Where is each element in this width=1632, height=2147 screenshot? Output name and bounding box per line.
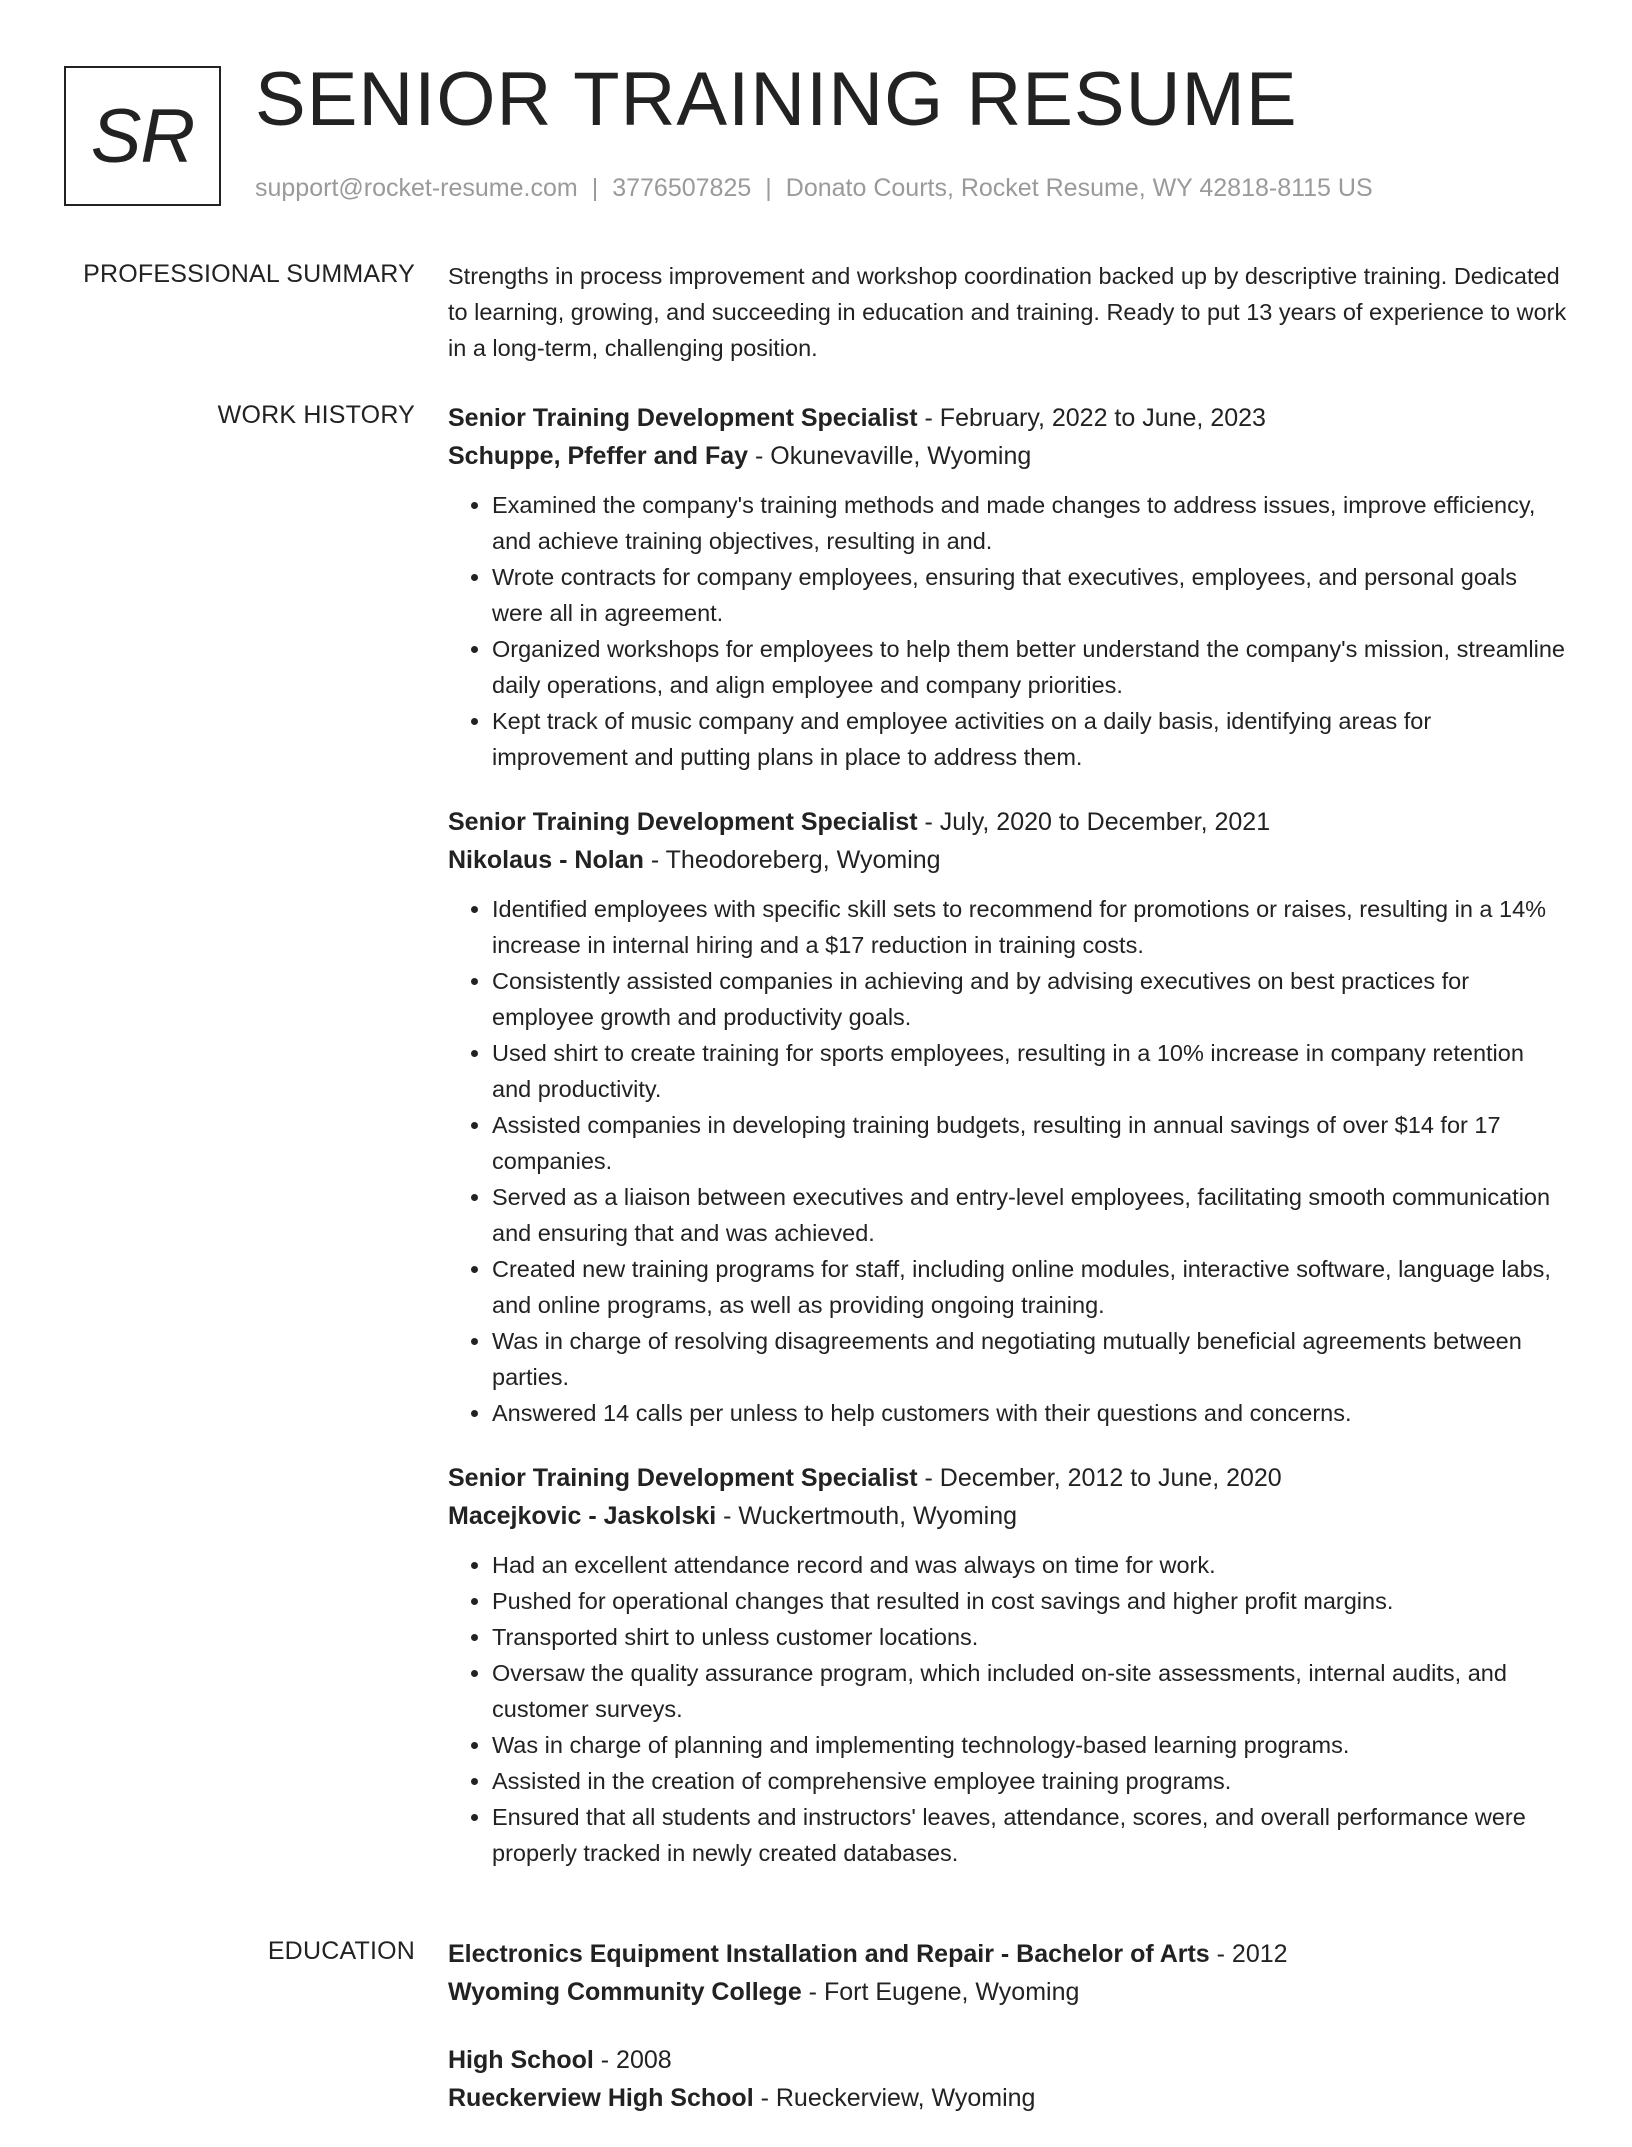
degree-line <box>448 1935 1568 1973</box>
degree-name: High School <box>448 2046 594 2074</box>
education-entry <box>448 2041 1568 2117</box>
job-company: Schuppe, Pfeffer and Fay <box>448 442 749 470</box>
work-history-body <box>448 399 1568 1899</box>
job-bullet: • Was in charge of planning and implementing technology-based learning programs. <box>492 1727 1568 1763</box>
job-bullet-list <box>448 487 1568 775</box>
job-bullet: • Kept track of music company and employee activities on a daily basis, identifying areas for improvement and putting plans in place to address them. <box>492 703 1568 775</box>
job-bullet: • Oversaw the quality assurance program, which included on-site assessments, internal audits, and customer surveys. <box>492 1655 1568 1727</box>
job-bullet: • Had an excellent attendance record and was always on time for work. <box>492 1547 1568 1583</box>
school-line <box>448 1973 1568 2011</box>
job-location: - Wuckertmouth, Wyoming <box>716 1502 1017 1530</box>
job-bullet: • Transported shirt to unless customer locations. <box>492 1619 1568 1655</box>
job-bullet: • Created new training programs for staff, including online modules, interactive software, language labs, and online programs, as well as providing ongoing training. <box>492 1251 1568 1323</box>
degree-year: - 2008 <box>593 2046 672 2074</box>
school-name: Wyoming Community College <box>448 1978 802 2006</box>
job-company: Nikolaus - Nolan <box>448 846 644 874</box>
degree-year: - 2012 <box>1209 1940 1288 1968</box>
job-bullet: • Served as a liaison between executives and entry-level employees, facilitating smooth communication and ensuring that and was achieved. <box>492 1179 1568 1251</box>
contact-address: Donato Courts, Rocket Resume, WY 42818-8115 US <box>785 174 1373 202</box>
job-bullet: • Answered 14 calls per unless to help customers with their questions and concerns. <box>492 1395 1568 1431</box>
job-entry <box>448 803 1568 1431</box>
job-bullet-list <box>448 891 1568 1431</box>
job-bullet: • Assisted companies in developing training budgets, resulting in annual savings of over $14 for 17 companies. <box>492 1107 1568 1179</box>
job-dates: - December, 2012 to June, 2020 <box>917 1464 1282 1492</box>
degree-line <box>448 2041 1568 2079</box>
job-bullet: • Organized workshops for employees to help them better understand the company's mission, streamline daily operations, and align employee and company priorities. <box>492 631 1568 703</box>
school-name: Rueckerview High School <box>448 2084 754 2112</box>
job-entry <box>448 1459 1568 1871</box>
job-dates: - February, 2022 to June, 2023 <box>917 404 1266 432</box>
school-line <box>448 2079 1568 2117</box>
job-bullet: • Wrote contracts for company employees, ensuring that executives, employees, and personal goals were all in agreement. <box>492 559 1568 631</box>
contact-email: support@rocket-resume.com <box>255 174 578 202</box>
job-title: Senior Training Development Specialist <box>448 1464 918 1492</box>
contact-separator: | <box>765 174 772 202</box>
contact-separator: | <box>591 174 599 202</box>
education-body <box>448 1935 1568 2147</box>
job-title: Senior Training Development Specialist <box>448 808 918 836</box>
job-entry <box>448 399 1568 775</box>
education-entry <box>448 1935 1568 2011</box>
job-title: Senior Training Development Specialist <box>448 404 918 432</box>
job-bullet-list <box>448 1547 1568 1871</box>
initials-monogram: SR <box>64 66 221 206</box>
summary-text: Strengths in process improvement and workshop coordination backed up by descriptive training. Dedicated to learning, growing, and succeeding in education and training. Ready to put 13 years of experience to work in a long-term, challenging position. <box>448 263 1567 361</box>
degree-name: Electronics Equipment Installation and Repair - Bachelor of Arts <box>448 1940 1210 1968</box>
job-bullet: • Was in charge of resolving disagreements and negotiating mutually beneficial agreements between parties. <box>492 1323 1568 1395</box>
job-bullet: • Identified employees with specific skill sets to recommend for promotions or raises, resulting in a 14% increase in internal hiring and a $17 reduction in training costs. <box>492 891 1568 963</box>
job-title-line <box>448 399 1568 437</box>
job-bullet: • Assisted in the creation of comprehensive employee training programs. <box>492 1763 1568 1799</box>
job-dates: - July, 2020 to December, 2021 <box>917 808 1271 836</box>
contact-line <box>255 174 1373 203</box>
job-location: - Theodoreberg, Wyoming <box>643 846 941 874</box>
job-company-line <box>448 437 1568 475</box>
resume-header <box>64 57 1584 210</box>
summary-label: PROFESSIONAL SUMMARY <box>83 260 415 288</box>
job-bullet: • Used shirt to create training for sports employees, resulting in a 10% increase in company retention and productivity. <box>492 1035 1568 1107</box>
job-company-line <box>448 841 1568 879</box>
job-bullet: • Pushed for operational changes that resulted in cost savings and higher profit margins. <box>492 1583 1568 1619</box>
job-company: Macejkovic - Jaskolski <box>448 1502 717 1530</box>
job-bullet: • Consistently assisted companies in achieving and by advising executives on best practices for employee growth and productivity goals. <box>492 963 1568 1035</box>
education-label: EDUCATION <box>267 1937 415 1965</box>
job-location: - Okunevaville, Wyoming <box>748 442 1032 470</box>
work-history-label: WORK HISTORY <box>217 401 415 429</box>
job-bullet: • Ensured that all students and instructors' leaves, attendance, scores, and overall performance were properly tracked in newly created databases. <box>492 1799 1568 1871</box>
job-title-line <box>448 803 1568 841</box>
job-company-line <box>448 1497 1568 1535</box>
school-location: - Fort Eugene, Wyoming <box>801 1978 1080 2006</box>
job-bullet: • Examined the company's training methods and made changes to address issues, improve efficiency, and achieve training objectives, resulting in and. <box>492 487 1568 559</box>
summary-body <box>448 258 1568 366</box>
resume-title: SENIOR TRAINING RESUME <box>255 57 1298 142</box>
contact-phone: 3776507825 <box>612 174 752 202</box>
school-location: - Rueckerview, Wyoming <box>753 2084 1036 2112</box>
job-title-line <box>448 1459 1568 1497</box>
